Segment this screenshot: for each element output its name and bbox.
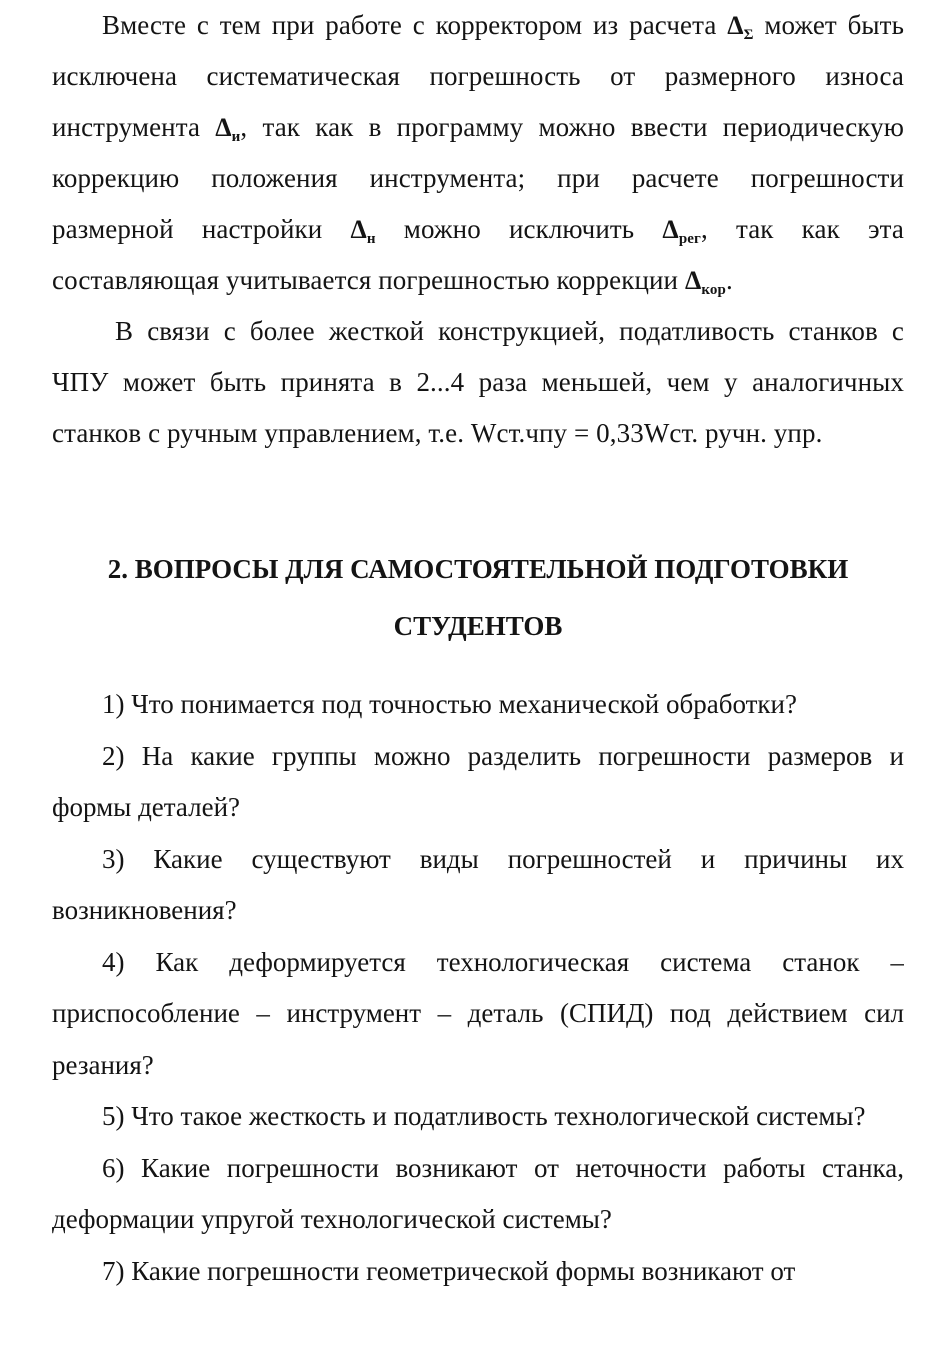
section-heading <box>52 541 904 655</box>
p1-text-4: можно исключить <box>375 214 663 244</box>
delta-kor-symbol: $\Delta_{кор}$ <box>684 266 726 298</box>
question-item: 2) На какие группы можно разделить погрешности размеров и формы деталей? <box>52 740 904 822</box>
question-item: 1) Что понимается под точностью механической обработки? <box>102 689 797 719</box>
delta-sigma-symbol: $\Delta_\Sigma$ <box>727 11 754 43</box>
section-heading-line-1: 2. ВОПРОСЫ ДЛЯ САМОСТОЯТЕЛЬНОЙ ПОДГОТОВКИ <box>107 554 849 584</box>
section-heading-line-2: СТУДЕНТОВ <box>393 611 563 641</box>
intro-paragraph-2: В связи с более жесткой конструкцией, податливость станков с ЧПУ может быть принята в 2...4 раза меньшей, чем у аналогичных станков с ручным управлением, т.е. Wcт.чпу = 0,33Wcт. ручн. упр. <box>52 316 904 448</box>
p1-text-2: может быть исключена систематическая погрешность от размерного износа инструмента <box>52 10 904 142</box>
question-item: 4) Как деформируется технологическая система станок – приспособление – инструмент – деталь (СПИД) под действием сил резания? <box>52 946 904 1080</box>
delta-reg-symbol: $\Delta_{рег}$ <box>662 215 701 247</box>
p1-text-1: Вместе с тем при работе с корректором из расчета <box>102 10 728 40</box>
p1-text-5: , так как эта составляющая учитывается погрешностью коррекции <box>52 214 904 295</box>
question-item: 5) Что такое жесткость и податливость технологической системы? <box>102 1101 866 1131</box>
intro-paragraph-1 <box>52 0 904 306</box>
question-item: 7) Какие погрешности геометрической формы возникают от <box>102 1255 796 1286</box>
delta-n-symbol: $\Delta_н$ <box>350 215 376 247</box>
question-item: 6) Какие погрешности возникают от неточности работы станка, деформации упругой технологической системы? <box>52 1152 904 1234</box>
delta-i-symbol: $\Delta_и$ <box>215 113 241 145</box>
p1-text-3: , так как в программу можно ввести периодическую коррекцию положения инструмента; при расчете погрешности размерной настройки <box>52 112 904 244</box>
document-page <box>52 0 904 1345</box>
question-item: 3) Какие существуют виды погрешностей и причины их возникновения? <box>52 843 904 925</box>
questions-list <box>52 679 904 1297</box>
p1-text-6: . <box>725 265 733 295</box>
